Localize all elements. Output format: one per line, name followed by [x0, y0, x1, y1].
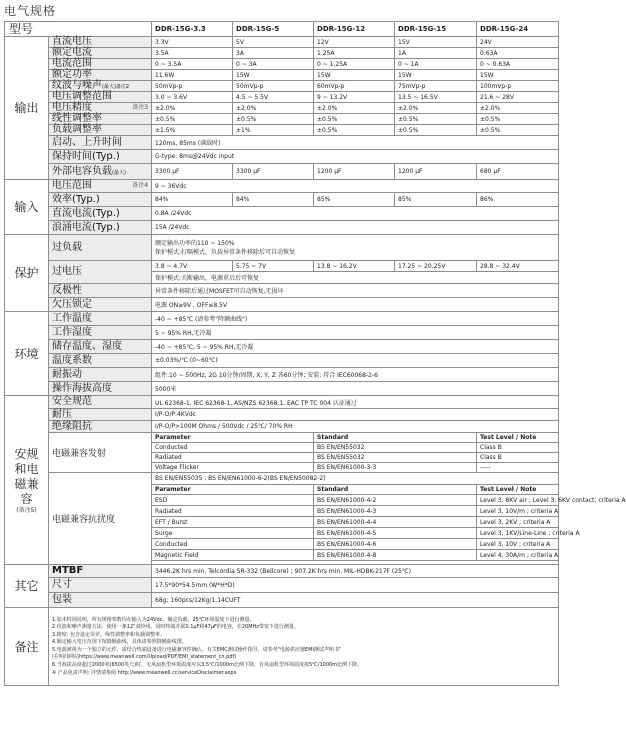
others-row — [5, 593, 559, 608]
emc-header: Parameter — [152, 485, 314, 495]
spec-value: 5.75 ~ 7V — [233, 261, 314, 272]
group-safety-note: (备注5) — [16, 506, 37, 514]
row-label: 负载调整率 — [49, 125, 152, 136]
spec-value: 1.25A — [314, 48, 395, 59]
spec-value: 5 ~ 95% RH,无冷凝 — [152, 326, 559, 340]
spec-value: 17.5*90*54.5mm (W*H*D) — [152, 578, 559, 593]
emc-cell: BS EN/EN61000-4-2 — [314, 495, 477, 506]
row-label: 尺寸 — [49, 578, 152, 593]
row-label-text: 纹波与噪声 — [52, 80, 102, 92]
spec-value: 24V — [477, 37, 559, 48]
spec-value: G-type: 8ms@24Vdc input — [152, 150, 559, 164]
spec-value: 15W — [233, 70, 314, 81]
row-label: 反极性 — [49, 284, 152, 298]
spec-value: 11.6W — [152, 70, 233, 81]
emc-cell: Level 3, 8KV air ; Level 3, 6KV contact; criteria A — [477, 495, 559, 506]
spec-value: 3A — [233, 48, 314, 59]
group-protection: 保护 — [5, 235, 49, 312]
protection-row — [5, 284, 559, 298]
emc-cell: Level 4, 30A/m ; criteria A — [477, 550, 559, 561]
note-line: 1.如未特别说明，所有规格参数均在输入为24Vdc、额定负载、25℃环境温度下进行测量。 — [52, 616, 255, 623]
row-label: 温度系数 — [49, 354, 152, 368]
emc-cell: BS EN/EN61000-4-3 — [314, 506, 477, 517]
emc-cell: ESD — [152, 495, 314, 506]
spec-line: 保护模式:打嗝模式，负载异常条件移除后可自动恢复 — [155, 248, 296, 256]
spec-value: 15W — [314, 70, 395, 81]
emc-cell: Conducted — [152, 443, 314, 453]
notes-content — [49, 608, 559, 686]
spec-value: 3300 μF — [152, 164, 233, 180]
spec-value: ±2.0% — [314, 103, 395, 114]
row-label: 过负载 — [49, 235, 152, 261]
emc-cell: EFT / Burst — [152, 517, 314, 528]
spec-value: ±2.0% — [477, 103, 559, 114]
spec-value: -40 ~ +85℃, 5 ~ 95% RH,无冷凝 — [152, 340, 559, 354]
spec-value: 9 ~ 36Vdc — [152, 180, 559, 193]
spec-value: 0.8A /24Vdc — [152, 207, 559, 221]
environment-row — [5, 382, 559, 396]
row-label: 操作海拔高度 — [49, 382, 152, 396]
safety-row — [5, 409, 559, 421]
row-label — [49, 180, 152, 193]
row-note: 备注3 — [132, 104, 149, 112]
spec-value: 17.25 ~ 20.25V — [395, 261, 477, 272]
row-label: 耐压 — [49, 409, 152, 421]
notes-row — [5, 608, 559, 686]
row-label: 欠压锁定 — [49, 298, 152, 312]
group-others: 其它 — [5, 565, 49, 608]
model-name: DDR-15G-15 — [395, 22, 477, 37]
emc-header-row — [5, 433, 559, 443]
spec-value: I/P-O/P>100M Ohms / 500Vdc / 25℃/ 70% RH — [152, 421, 559, 433]
spec-value: 5V — [233, 37, 314, 48]
spec-value: ±2.0% — [152, 103, 233, 114]
row-label: 电压调整范围 — [49, 92, 152, 103]
spec-value: 1A — [395, 48, 477, 59]
spec-value: 100mVp-p — [477, 81, 559, 92]
protection-row — [5, 261, 559, 272]
spec-value: ±0.5% — [395, 125, 477, 136]
input-row — [5, 207, 559, 221]
emc-cell: BS EN/EN61000-4-6 — [314, 539, 477, 550]
emc-cell: Magnetic Field — [152, 550, 314, 561]
spec-value: 21.6 ~ 28V — [477, 92, 559, 103]
note-line: 5.电源被视为一个独立的元件，需结合终端设备进行电磁兼容性确认。有关EMC测试操作指导，请参考"电源供应器EMI测试声明书" — [52, 646, 342, 653]
spec-value: 75mVp-p — [395, 81, 477, 92]
spec-value: 3446.2K hrs min. Telcordia SR-332 (Bellcore) ; 907.2K hrs min. MIL-HDBK-217F (25℃) — [152, 565, 559, 578]
emc-cell: BS EN/EN61000-4-5 — [314, 528, 477, 539]
spec-value: ±0.5% — [152, 114, 233, 125]
spec-value: 50mVp-p — [233, 81, 314, 92]
spec-value: 保护模式:关断输出，电源重启后可恢复 — [152, 272, 559, 284]
spec-value: 68g; 160pcs/12Kg/1.14CUFT — [152, 593, 559, 608]
spec-value: I/P-O/P:4KVdc — [152, 409, 559, 421]
group-input: 输入 — [5, 180, 49, 235]
emc-cell: Level 3, 1KV/Line-Line ; criteria A — [477, 528, 559, 539]
emc-cell: Radiated — [152, 506, 314, 517]
group-output: 输出 — [5, 37, 49, 180]
safety-row — [5, 396, 559, 409]
emc-cell: Level 3, 10V ; criteria A — [477, 539, 559, 550]
environment-row — [5, 340, 559, 354]
spec-value: 84% — [233, 193, 314, 207]
group-environment: 环境 — [5, 312, 49, 396]
spec-value: ±0.03%/℃ (0~60℃) — [152, 354, 559, 368]
emc-cell: BS EN/EN61000-3-3 — [314, 463, 477, 473]
row-label: 工作温度 — [49, 312, 152, 326]
emc-cell: Conducted — [152, 539, 314, 550]
spec-value: 84% — [152, 193, 233, 207]
emc-header: Parameter — [152, 433, 314, 443]
emc-cell: BS EN/EN55032 — [314, 443, 477, 453]
spec-value: 0 ~ 3A — [233, 59, 314, 70]
row-label: 过电压 — [49, 261, 152, 284]
row-label: 保持时间(Typ.) — [49, 150, 152, 164]
spec-table — [4, 21, 626, 686]
note-line: (在明纬网站https://www.meanwell.com/Upload/PDF/EMI_statement_cn.pdf) — [52, 654, 237, 661]
spec-value: ±1% — [233, 125, 314, 136]
spec-value: ±0.5% — [395, 114, 477, 125]
spec-value: ±2.0% — [395, 103, 477, 114]
spec-value: 3.8 ~ 4.7V — [152, 261, 233, 272]
row-label: 工作湿度 — [49, 326, 152, 340]
row-label: 直流电压 — [49, 37, 152, 48]
row-label: 额定电流 — [49, 48, 152, 59]
group-safety-text: 安规和电磁兼容 — [14, 446, 39, 506]
spec-value: 3.3V — [152, 37, 233, 48]
spec-value: 15W — [395, 70, 477, 81]
others-row — [5, 565, 559, 578]
spec-value: 50mVp-p — [152, 81, 233, 92]
protection-row — [5, 298, 559, 312]
model-name: DDR-15G-5 — [233, 22, 314, 37]
emc-standard: BS EN/EN55035 , BS EN/EN61000-6-2(BS EN/EN50082-2) — [152, 473, 559, 485]
spec-value: ±0.5% — [477, 114, 559, 125]
emc-row — [5, 473, 559, 485]
row-label: 启动、上升时间 — [49, 136, 152, 150]
emc-header: Standard — [314, 433, 477, 443]
row-label: MTBF — [49, 565, 152, 578]
spec-value: 0 ~ 1.25A — [314, 59, 395, 70]
spec-value: 680 μF — [477, 164, 559, 180]
row-label: 电流范围 — [49, 59, 152, 70]
protection-row — [5, 235, 559, 261]
input-row — [5, 180, 559, 193]
spec-value: 86% — [477, 193, 559, 207]
emc-cell: Voltage Flicker — [152, 463, 314, 473]
model-name: DDR-15G-3.3 — [152, 22, 233, 37]
spec-value: 3300 μF — [233, 164, 314, 180]
emc-cell: ----- — [477, 463, 559, 473]
input-row — [5, 193, 559, 207]
spec-title: 电气规格 — [4, 4, 57, 18]
group-safety-emc — [5, 396, 49, 565]
model-name: DDR-15G-24 — [477, 22, 559, 37]
note-line: 3.精度: 包含设定误差、线性调整率和负载调整率。 — [52, 631, 166, 638]
spec-value: 4.5 ~ 5.5V — [233, 92, 314, 103]
spec-value: 15V — [395, 37, 477, 48]
spec-value: ±0.5% — [314, 125, 395, 136]
environment-row — [5, 368, 559, 382]
row-label-text: 外部电容负载 — [52, 165, 112, 177]
spec-value: 85% — [314, 193, 395, 207]
emc-header: Test Level / Note — [477, 433, 559, 443]
spec-value: 3.5A — [152, 48, 233, 59]
model-name: DDR-15G-12 — [314, 22, 395, 37]
row-note: (最大)备注2 — [102, 84, 130, 91]
spec-value: 0 ~ 0.63A — [477, 59, 559, 70]
spec-value: UL 62368-1, IEC 62368-1, AS/NZS 62368.1, EAC TP TC 004 认证通过 — [152, 396, 559, 409]
environment-row — [5, 326, 559, 340]
spec-value: 0 ~ 1A — [395, 59, 477, 70]
emc-cell: Level 3, 10V/m ; criteria A — [477, 506, 559, 517]
emc-cell: BS EN/EN61000-4-8 — [314, 550, 477, 561]
spec-value: 0.63A — [477, 48, 559, 59]
row-label: 效率(Typ.) — [49, 193, 152, 207]
row-note: (最大) — [112, 169, 126, 176]
spec-value: 1200 μF — [395, 164, 477, 180]
row-label: 储存温度、湿度 — [49, 340, 152, 354]
spec-value: 9 ~ 13.2V — [314, 92, 395, 103]
emc-header: Standard — [314, 485, 477, 495]
spec-value: 电源 ON≥9V , OFF≤8.5V — [152, 298, 559, 312]
spec-value: ±2.0% — [233, 103, 314, 114]
output-row — [5, 164, 559, 180]
spec-value: 12V — [314, 37, 395, 48]
emc-cell: BS EN/EN55032 — [314, 453, 477, 463]
note-line: 2.纹波和噪声测量方法：使用一条12"双绞线，同时终端并联0.1μF和47μF的电容，在20MHz带宽下进行测量。 — [52, 624, 299, 631]
spec-value: 1200 μF — [314, 164, 395, 180]
emc-cell: Surge — [152, 528, 314, 539]
others-row — [5, 578, 559, 593]
spec-value: 120ms, 85ms (满载时) — [152, 136, 559, 150]
output-row — [5, 136, 559, 150]
row-label-text: 电压范围 — [52, 180, 92, 192]
row-label: 安全规范 — [49, 396, 152, 409]
row-label: 额定功率 — [49, 70, 152, 81]
note-line: 4.额定输入电压范围下按降额曲线，具体请参照降额曲线图。 — [52, 639, 187, 646]
spec-value: 13.8 ~ 16.2V — [314, 261, 395, 272]
spec-value — [152, 235, 559, 261]
spec-value: ±0.5% — [233, 114, 314, 125]
spec-value: -40 ~ +85℃ (请参考"降额曲线") — [152, 312, 559, 326]
spec-value: 3.0 ~ 3.6V — [152, 92, 233, 103]
row-label: 电磁兼容发射 — [49, 433, 152, 473]
spec-value: ±1.5% — [152, 125, 233, 136]
spec-line: 额定输出功率的110 ~ 150% — [155, 239, 235, 247]
spec-value: 13.5 ~ 16.5V — [395, 92, 477, 103]
environment-row — [5, 312, 559, 326]
spec-value: 28.8 ~ 32.4V — [477, 261, 559, 272]
spec-value: 60mVp-p — [314, 81, 395, 92]
row-label: 绝缘阻抗 — [49, 421, 152, 433]
model-label: 型号 — [5, 22, 152, 37]
emc-cell: Class B — [477, 453, 559, 463]
row-label: 线性调整率 — [49, 114, 152, 125]
note-line: ※ 产品免责声明: 详情请参阅 http://www.meanwell.cc/serviceDisclaimer.aspx — [52, 669, 237, 676]
emc-cell: BS EN/EN61000-4-4 — [314, 517, 477, 528]
row-label: 浪涌电流(Typ.) — [49, 221, 152, 235]
row-label — [49, 164, 152, 180]
output-row — [5, 125, 559, 136]
model-header-row — [5, 22, 559, 37]
row-label: 直流电流(Typ.) — [49, 207, 152, 221]
emc-cell: Class B — [477, 443, 559, 453]
spec-value: 0 ~ 3.5A — [152, 59, 233, 70]
row-label: 耐振动 — [49, 368, 152, 382]
input-row — [5, 221, 559, 235]
output-row — [5, 150, 559, 164]
emc-cell: Level 3, 2KV ; criteria A — [477, 517, 559, 528]
row-label: 电磁兼容抗扰度 — [49, 473, 152, 565]
spec-value: 15A /24Vdc — [152, 221, 559, 235]
spec-value: 异常条件移除后通过MOSFET可自动恢复,无损坏 — [152, 284, 559, 298]
spec-value: 85% — [395, 193, 477, 207]
spec-table-wrapper — [4, 21, 626, 686]
environment-row — [5, 354, 559, 368]
spec-value: 组件:10 ~ 500Hz, 2G 10分钟/周期, X, Y, Z 各60分钟; 安装: 符合 IEC60068-2-6 — [152, 368, 559, 382]
spec-value: 15W — [477, 70, 559, 81]
note-line: 6.当海拔高度超过2000米(6500英尺)时，无风扇机型环境温度应以3.5℃/1000m比例下降，有风扇机型环境温度按5℃/1000m比例下降。 — [52, 662, 363, 669]
group-notes: 备注 — [5, 608, 49, 686]
spec-value: ±0.5% — [314, 114, 395, 125]
row-note: 备注4 — [132, 182, 149, 190]
spec-value: ±0.5% — [477, 125, 559, 136]
spec-value: 5000米 — [152, 382, 559, 396]
emc-header: Test Level / Note — [477, 485, 559, 495]
emc-cell: Radiated — [152, 453, 314, 463]
row-label-text: 电压精度 — [52, 102, 92, 114]
row-label: 包装 — [49, 593, 152, 608]
safety-row — [5, 421, 559, 433]
